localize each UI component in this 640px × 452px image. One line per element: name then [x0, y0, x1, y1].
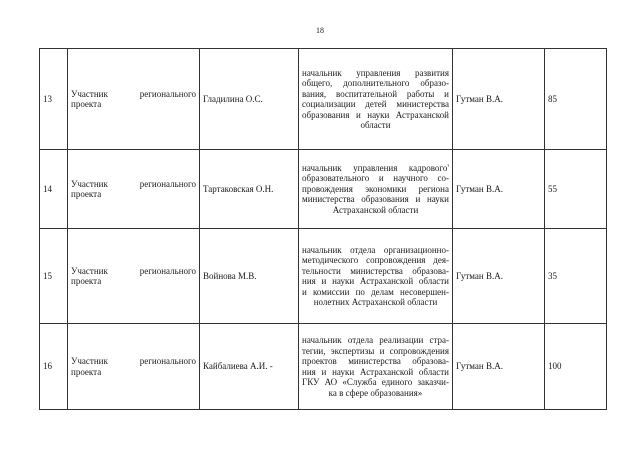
position-line: ния и науки Астраханской области — [302, 366, 449, 377]
percent-value: 100 — [545, 324, 607, 410]
position-cell — [299, 324, 453, 410]
row-number: 15 — [40, 229, 68, 324]
position-line: начальник управления кадрового' — [302, 162, 449, 173]
supervisor-name: Гутман В.А. — [453, 150, 545, 229]
position-line: образовательного и научного со- — [302, 173, 449, 184]
table-row — [40, 324, 607, 410]
percent-value: 35 — [545, 229, 607, 324]
position-line: начальник отдела организационно- — [302, 244, 449, 255]
page-number: 18 — [316, 26, 324, 35]
role-cell — [68, 324, 200, 410]
position-cell — [299, 49, 453, 150]
position-line: тельности министерства образова- — [302, 265, 449, 276]
position-line: области — [360, 120, 391, 130]
role-cell — [68, 150, 200, 229]
supervisor-name: Гутман В.А. — [453, 229, 545, 324]
position-line: ГКУ АО «Служба единого заказчи- — [302, 377, 449, 387]
position-line: проектов министерства образова- — [302, 356, 449, 366]
position-line: ка в сфере образования» — [328, 387, 423, 398]
position-line: образования и науки Астраханской — [302, 109, 449, 120]
position-line: тегии, экспертизы и сопровождения — [302, 345, 449, 356]
percent-value: 55 — [545, 150, 607, 229]
percent-value: 85 — [545, 49, 607, 150]
position-line: общего, дополнительного образо- — [302, 78, 449, 88]
row-number: 13 — [40, 49, 68, 150]
position-line: Астраханской области — [332, 204, 419, 215]
position-line: провождения экономики региона — [302, 183, 449, 194]
role-word: проекта — [71, 366, 102, 377]
role-word: регионального — [139, 356, 196, 366]
role-word: проекта — [71, 276, 102, 286]
role-word: Участник — [71, 88, 108, 99]
participant-name: Войнова М.В. — [200, 229, 299, 324]
position-line: министерства образования и науки — [302, 194, 449, 205]
position-line: начальник отдела реализации стра- — [302, 335, 449, 345]
supervisor-name: Гутман В.А. — [453, 49, 545, 150]
role-cell — [68, 49, 200, 150]
role-word: проекта — [71, 189, 102, 199]
role-word: Участник — [71, 265, 108, 276]
role-word: регионального — [139, 178, 196, 189]
row-number: 16 — [40, 324, 68, 410]
role-word: Участник — [71, 356, 108, 366]
position-cell — [299, 229, 453, 324]
table-row — [40, 49, 607, 150]
table-row — [40, 229, 607, 324]
position-line: социализации детей министерства — [302, 99, 449, 109]
row-number: 14 — [40, 150, 68, 229]
participant-name: Тартаковская О.Н. — [200, 150, 299, 229]
position-cell — [299, 150, 453, 229]
position-line: и комиссии по делам несовершен- — [302, 286, 449, 297]
participant-name: Гладилина О.С. — [200, 49, 299, 150]
role-word: регионального — [139, 88, 196, 99]
role-word: Участник — [71, 178, 108, 189]
table-row — [40, 150, 607, 229]
participants-table — [39, 48, 607, 410]
position-line: ния и науки Астраханской области — [302, 276, 449, 286]
role-cell — [68, 229, 200, 324]
role-word: проекта — [71, 99, 102, 109]
position-line: нолетних Астраханской области — [313, 297, 438, 307]
participant-name: Кайбалиева А.И. - — [200, 324, 299, 410]
position-line: методического сопровождения дея- — [302, 255, 449, 265]
position-line: вания, воспитательной работы и — [302, 88, 449, 99]
position-line: начальник управления развития — [302, 67, 449, 78]
supervisor-name: Гутман В.А. — [453, 324, 545, 410]
role-word: регионального — [139, 265, 196, 276]
